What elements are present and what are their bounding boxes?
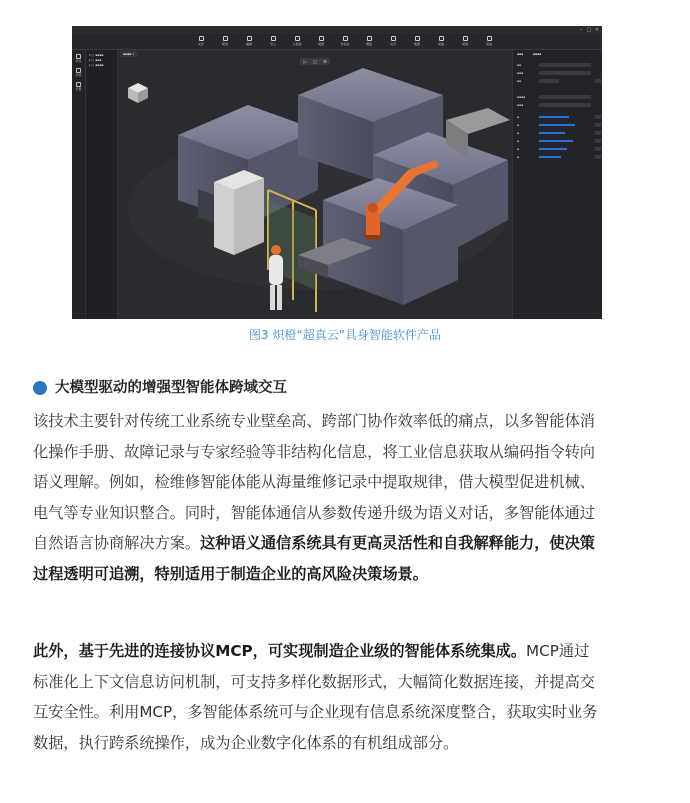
toolbar-icon bbox=[319, 36, 324, 41]
paragraph-line: 电气等专业知识整合。同时，智能体通信从参数传递升级为语义对话，多智能体通过 bbox=[33, 503, 595, 522]
section-bullet-icon bbox=[33, 381, 47, 395]
scene-tree-panel: ▾ □ ▪▪▪▪ ▸ □ ▪▪▪ ▸ □ ▪▪▪▪ bbox=[86, 50, 118, 319]
toolbar-button[interactable] bbox=[408, 35, 426, 49]
toolbar-icon bbox=[415, 36, 420, 41]
settings-icon[interactable]: ⚙ bbox=[323, 59, 327, 64]
view-cube-icon bbox=[128, 83, 148, 103]
toolbar-button[interactable] bbox=[264, 35, 282, 49]
nav-label: 资源 bbox=[75, 73, 82, 77]
toolbar-button[interactable] bbox=[240, 35, 258, 49]
paragraph-line: 化操作手册、故障记录与专家经验等非结构化信息，将工业信息获取从编码指令转向 bbox=[33, 442, 595, 461]
paragraph-line: 该技术主要针对传统工业系统专业壁垒高、跨部门协作效率低的痛点，以多智能体消 bbox=[33, 412, 595, 430]
paragraph-line: 标准化上下文信息访问机制，可支持多样化数据形式，大幅简化数据连接，并提高交 bbox=[33, 672, 595, 691]
toolbar-button[interactable] bbox=[312, 35, 330, 49]
toolbar-label: 编辑 bbox=[245, 42, 252, 46]
toolbar-icon bbox=[343, 36, 348, 41]
paragraph-1 bbox=[33, 406, 663, 590]
figure-caption: 图3 炽橙“超真云”具身智能软件产品 bbox=[249, 328, 441, 342]
toolbar-icon bbox=[295, 36, 300, 41]
toolbar-button[interactable] bbox=[216, 35, 234, 49]
props-tab-2[interactable]: ▪▪▪▪ bbox=[533, 52, 542, 56]
nav-label: 设置 bbox=[75, 87, 82, 91]
app-toolbar bbox=[72, 34, 602, 50]
paragraph-2 bbox=[33, 636, 663, 758]
toolbar-label: 主视角 bbox=[292, 42, 302, 46]
software-screenshot-figure bbox=[72, 26, 602, 319]
paragraph-line: 语义理解。例如，检维修智能体能从海量维修记录中提取规律，借大模型促进机械、 bbox=[33, 473, 595, 492]
toolbar-label: 录制 bbox=[461, 42, 468, 46]
paragraph-line: 互安全性。利用MCP，多智能体系统可与企业现有信息系统深度整合，获取实时业务 bbox=[33, 703, 598, 722]
props-tab-1[interactable]: ▪▪▪ bbox=[517, 52, 524, 56]
toolbar-label: 坐标系 bbox=[340, 42, 350, 46]
toolbar-label: 渲染 bbox=[485, 42, 492, 46]
toolbar-button[interactable] bbox=[456, 35, 474, 49]
maximize-icon[interactable]: □ bbox=[586, 27, 592, 33]
left-nav-item[interactable] bbox=[75, 68, 83, 78]
toolbar-label: 文件 bbox=[197, 42, 204, 46]
toolbar-icon bbox=[247, 36, 252, 41]
bold-text: 过程透明可追溯，特别适用于制造企业的高风险决策场景。 bbox=[33, 564, 428, 583]
3d-viewport[interactable] bbox=[118, 50, 512, 319]
toolbar-icon bbox=[439, 36, 444, 41]
app-left-nav bbox=[72, 50, 86, 319]
toolbar-label: 截图 bbox=[413, 42, 420, 46]
toolbar-icon bbox=[391, 36, 396, 41]
minimize-icon[interactable]: – bbox=[579, 27, 583, 33]
app-titlebar bbox=[72, 26, 602, 34]
toolbar-button[interactable] bbox=[384, 35, 402, 49]
toolbar-label: 视图 bbox=[317, 42, 324, 46]
toolbar-label: 新建 bbox=[221, 42, 228, 46]
viewport-tab[interactable]: ▪▪▪▪ × bbox=[120, 51, 138, 57]
bold-text: 此外，基于先进的连接协议MCP，可实现制造企业级的智能体系统集成。 bbox=[33, 642, 527, 660]
toolbar-button[interactable] bbox=[432, 35, 450, 49]
toolbar-label: 测量 bbox=[365, 42, 372, 46]
bold-text: 这种语义通信系统具有更高灵活性和自我解释能力，使决策 bbox=[200, 534, 595, 553]
toolbar-icon bbox=[271, 36, 276, 41]
paragraph-line bbox=[33, 636, 663, 667]
toolbar-label: 动画 bbox=[437, 42, 444, 46]
toolbar-icon bbox=[199, 36, 204, 41]
toolbar-icon bbox=[463, 36, 468, 41]
close-icon[interactable]: × bbox=[594, 27, 600, 33]
toolbar-label: 对齐 bbox=[389, 42, 396, 46]
toolbar-button[interactable] bbox=[480, 35, 498, 49]
stop-icon[interactable]: □ bbox=[313, 59, 317, 64]
toolbar-button[interactable] bbox=[192, 35, 210, 49]
nav-label: 场景 bbox=[75, 59, 82, 63]
left-nav-item[interactable] bbox=[75, 54, 83, 64]
play-icon[interactable]: ▷ bbox=[303, 59, 307, 64]
paragraph-line: 数据，执行跨系统操作，成为企业数字化体系的有机组成部分。 bbox=[33, 733, 459, 752]
toolbar-label: 导入 bbox=[269, 42, 276, 46]
toolbar-icon bbox=[223, 36, 228, 41]
properties-panel: ▪▪▪ ▪▪▪▪ ▪▪ ▪▪▪ ▪▪ ▪▪▪▪ ▪▪▪ ▪ ▪ ▪ ▪ ▪ ▪ bbox=[512, 50, 602, 319]
toolbar-button[interactable] bbox=[336, 35, 354, 49]
paragraph-line bbox=[33, 559, 663, 590]
toolbar-button[interactable] bbox=[360, 35, 378, 49]
paragraph-line bbox=[33, 528, 663, 559]
toolbar-icon bbox=[487, 36, 492, 41]
left-nav-item[interactable] bbox=[75, 82, 83, 92]
normal-text: MCP通过 bbox=[526, 642, 590, 660]
section-title: 大模型驱动的增强型智能体跨域交互 bbox=[55, 380, 287, 396]
toolbar-icon bbox=[367, 36, 372, 41]
factory-scene-render bbox=[118, 50, 512, 319]
toolbar-button[interactable] bbox=[288, 35, 306, 49]
normal-text: 自然语言协商解决方案。 bbox=[33, 534, 201, 553]
